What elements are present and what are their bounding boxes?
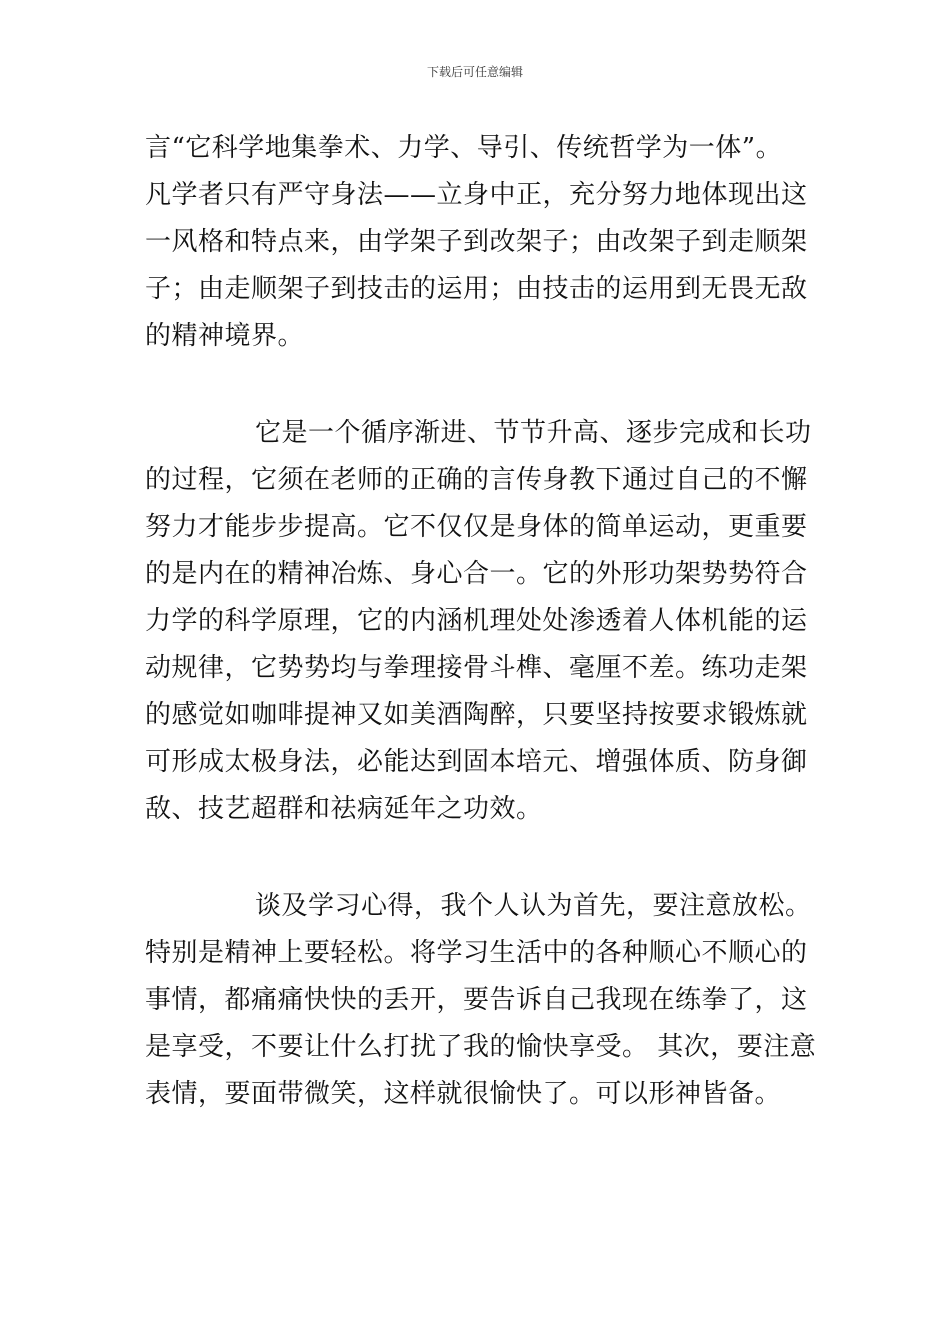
text-line: 力学的科学原理，它的内涵机理处处渗透着人体机能的运 bbox=[145, 606, 808, 636]
text-line: 一风格和特点来，由学架子到改架子；由改架子到走顺架 bbox=[145, 227, 808, 257]
text-line: 子；由走顺架子到技击的运用；由技击的运用到无畏无敌 bbox=[145, 274, 808, 304]
text-line: 它是一个循序渐进、节节升高、逐步完成和长功 bbox=[255, 418, 812, 448]
paragraph-1 bbox=[145, 125, 810, 360]
paragraph-spacer bbox=[145, 360, 810, 410]
text-line: 努力才能步步提高。它不仅仅是身体的简单运动，更重要 bbox=[145, 512, 808, 542]
text-line: 言“它科学地集拳术、力学、导引、传统哲学为一体”。 bbox=[145, 133, 783, 163]
paragraph-3 bbox=[145, 883, 817, 1118]
text-line: 谈及学习心得，我个人认为首先，要注意放松。 bbox=[255, 891, 812, 921]
paragraph-2 bbox=[145, 410, 810, 833]
document-body bbox=[145, 125, 817, 1118]
text-line: 是享受，不要让什么打扰了我的愉快享受。 其次，要注意 bbox=[145, 1032, 817, 1062]
text-line: 动规律，它势势均与拳理接骨斗榫、毫厘不差。练功走架 bbox=[145, 653, 808, 683]
text-line: 的是内在的精神冶炼、身心合一。它的外形功架势势符合 bbox=[145, 559, 808, 589]
text-line: 敌、技艺超群和祛病延年之功效。 bbox=[145, 794, 543, 824]
text-line: 表情，要面带微笑，这样就很愉快了。可以形神皆备。 bbox=[145, 1079, 782, 1109]
paragraph-spacer bbox=[145, 833, 810, 883]
text-line: 的过程，它须在老师的正确的言传身教下通过自己的不懈 bbox=[145, 465, 808, 495]
text-line: 的感觉如咖啡提神又如美酒陶醉，只要坚持按要求锻炼就 bbox=[145, 700, 808, 730]
text-line: 的精神境界。 bbox=[145, 321, 305, 351]
text-line: 特别是精神上要轻松。将学习生活中的各种顺心不顺心的 bbox=[145, 938, 808, 968]
page-header: 下载后可任意编辑 bbox=[426, 65, 523, 79]
text-line: 凡学者只有严守身法——立身中正，充分努力地体现出这 bbox=[145, 180, 808, 210]
text-line: 可形成太极身法，必能达到固本培元、增强体质、防身御 bbox=[145, 747, 808, 777]
text-line: 事情，都痛痛快快的丢开，要告诉自己我现在练拳了，这 bbox=[145, 985, 808, 1015]
